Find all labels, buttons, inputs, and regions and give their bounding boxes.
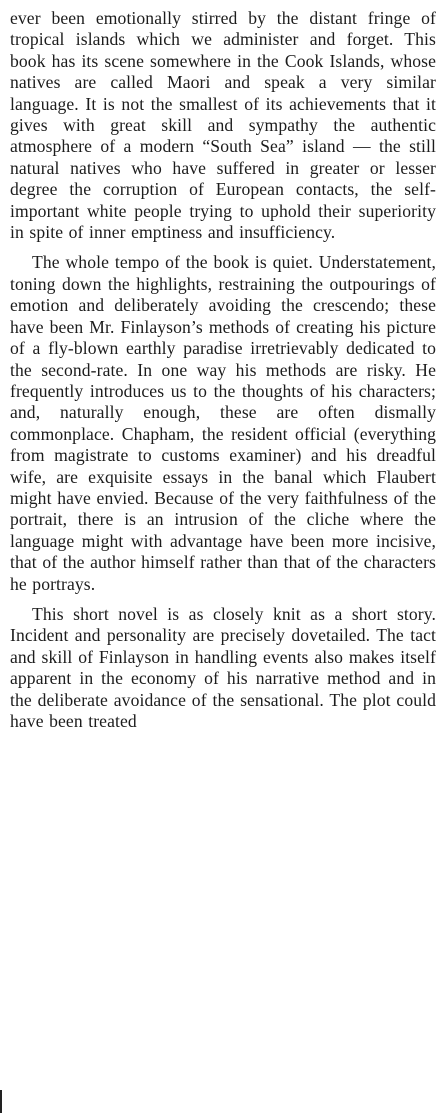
paragraph-3: This short novel is as closely knit as a short story. Incident and personality are precisely dovetailed. The tact and skill of Finlayson in handling events also makes itself apparent in the economy of his narrative method and in the deliberate avoidance of the sensational. The plot could have been treated — [10, 603, 436, 731]
column-rule — [0, 1090, 2, 1113]
paragraph-2: The whole tempo of the book is quiet. Understatement, toning down the highlights, restraining the outpourings of emotion and deliberately avoiding the crescendo; these have been Mr. Finlayson’s methods of creating his picture of a fly-blown earthly paradise irretrievably dedicated to the second-rate. In one way his methods are risky. He frequently introduces us to the thoughts of his characters; and, naturally enough, these are often dismally commonplace. Chapham, the resident official (everything from magistrate to customs examiner) and his dreadful wife, are exquisite essays in the banal which Flaubert might have envied. Because of the very faithfulness of the portrait, there is an intrusion of the cliche where the language might with advantage have been more incisive, that of the author himself rather than that of the characters he portrays. — [10, 252, 436, 594]
paragraph-1: ever been emotionally stirred by the distant fringe of tropical islands which we administer and forget. This book has its scene somewhere in the Cook Islands, whose natives are called Maori and speak a very similar language. It is not the smallest of its achievements that it gives with great skill and sympathy the authentic atmosphere of a modern “South Sea” island — the still natural natives who have suffered in greater or lesser degree the corruption of European contacts, the self-important white people trying to uphold their superiority in spite of inner emptiness and insufficiency. — [10, 8, 436, 243]
article-column — [10, 8, 436, 741]
